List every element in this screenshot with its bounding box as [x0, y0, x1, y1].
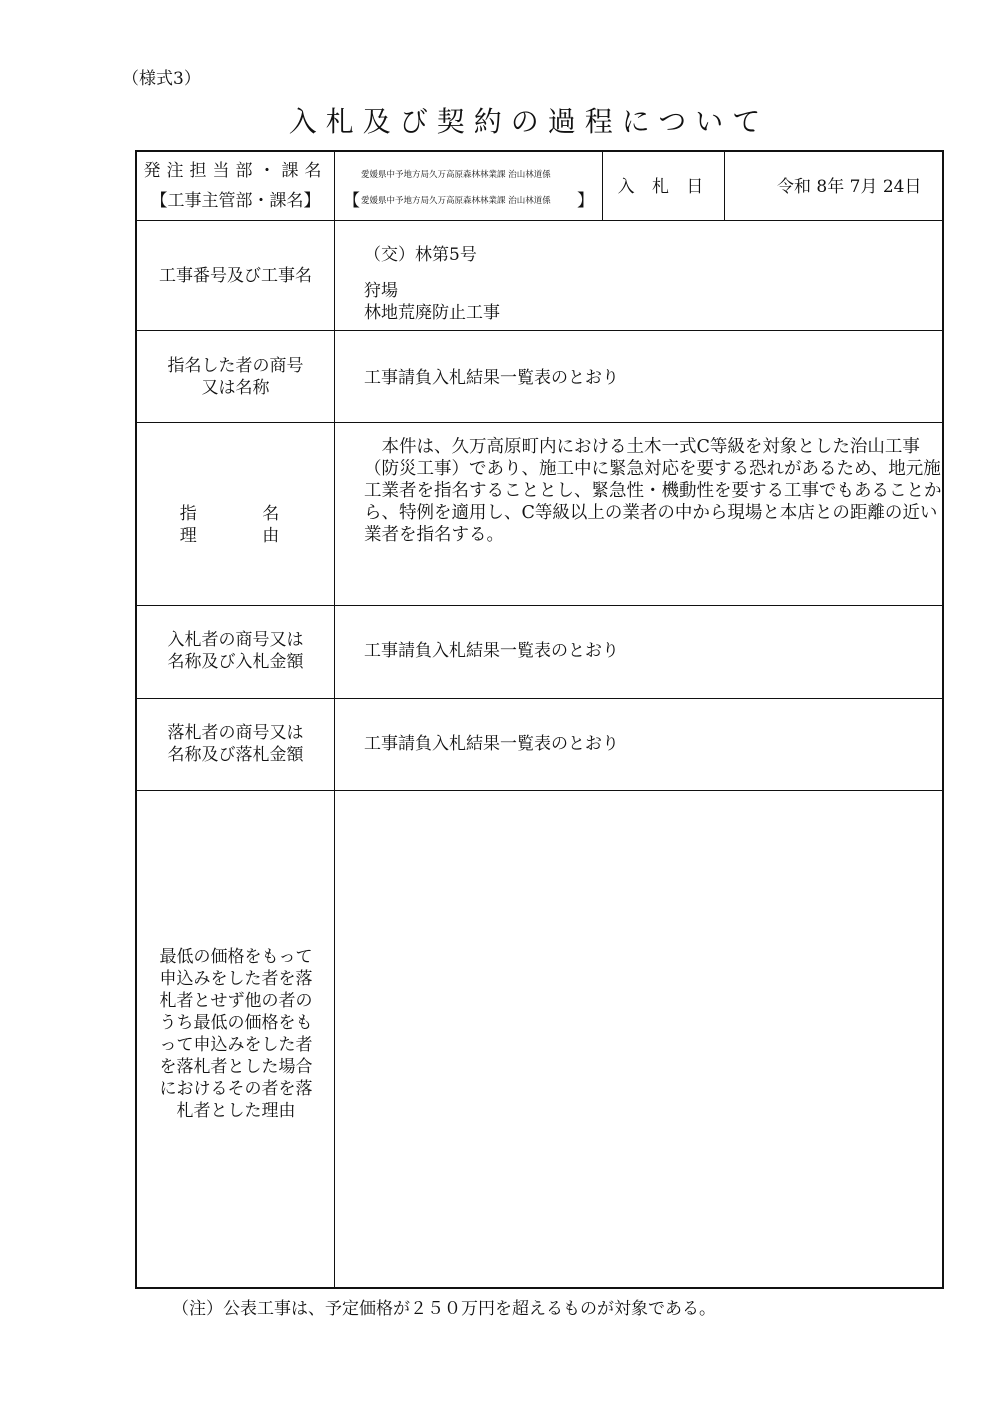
column-divider — [724, 152, 725, 220]
reason-value: 本件は、久万高原町内における土木一式C等級を対象とした治山工事（防災工事）であり、施工中に緊急対応を要する恐れがあるため、地元施工業者を指名することとし、緊急性・機動性を要する工事でもあることから、特例を適用し、C等級以上の業者の中から現場と本店との距離の近い業者を指名する。 — [364, 437, 942, 545]
nominee-label: 指名した者の商号 — [167, 356, 304, 376]
nominee-label-2: 又は名称 — [201, 378, 270, 398]
winner-value: 工事請負入札結果一覧表のとおり — [364, 734, 619, 754]
dept-value-supervising: 愛媛県中予地方局久万高原森林林業課 治山林道係 — [361, 196, 551, 206]
row-divider — [137, 220, 942, 221]
row-divider — [137, 790, 942, 791]
dept-label-supervising: 【工事主管部・課名】 — [150, 191, 321, 211]
row-divider — [137, 698, 942, 699]
dept-value: 愛媛県中予地方局久万高原森林林業課 治山林道係 — [361, 170, 551, 180]
row-divider — [137, 330, 942, 331]
footnote: （注）公表工事は、予定価格が２５０万円を超えるものが対象である。 — [172, 1299, 716, 1319]
bid-date-label: 入 札 日 — [617, 177, 710, 197]
dept-label: 発注担当部・課名 — [143, 161, 328, 181]
bracket-close: 】 — [577, 191, 594, 211]
reason-label: 指 名 理 由 — [179, 504, 310, 546]
other-reason-label: 最低の価格をもって申込みをした者を落札者とせず他の者のうち最低の価格をもって申込みをした者を落札者とした場合におけるその者を落札者とした理由 — [159, 947, 313, 1121]
work-label: 工事番号及び工事名 — [159, 266, 312, 286]
column-divider — [334, 152, 335, 1289]
work-number: （交）林第5号 — [364, 245, 477, 265]
work-name: 林地荒廃防止工事 — [364, 303, 500, 323]
bidder-label: 入札者の商号又は — [167, 630, 304, 650]
bidder-value: 工事請負入札結果一覧表のとおり — [364, 641, 619, 661]
bidder-label-2: 名称及び入札金額 — [167, 652, 304, 672]
winner-label: 落札者の商号又は — [167, 723, 304, 743]
bracket-open: 【 — [343, 191, 360, 211]
bid-date-value: 令和 8年 7月 24日 — [777, 177, 922, 197]
form-number: （様式3） — [122, 69, 201, 89]
nominee-value: 工事請負入札結果一覧表のとおり — [364, 368, 619, 388]
row-divider — [137, 605, 942, 606]
row-divider — [137, 422, 942, 423]
winner-label-2: 名称及び落札金額 — [167, 745, 304, 765]
work-place: 狩場 — [364, 281, 398, 301]
page-title: 入札及び契約の過程について — [288, 105, 770, 138]
procurement-table — [135, 150, 944, 1289]
